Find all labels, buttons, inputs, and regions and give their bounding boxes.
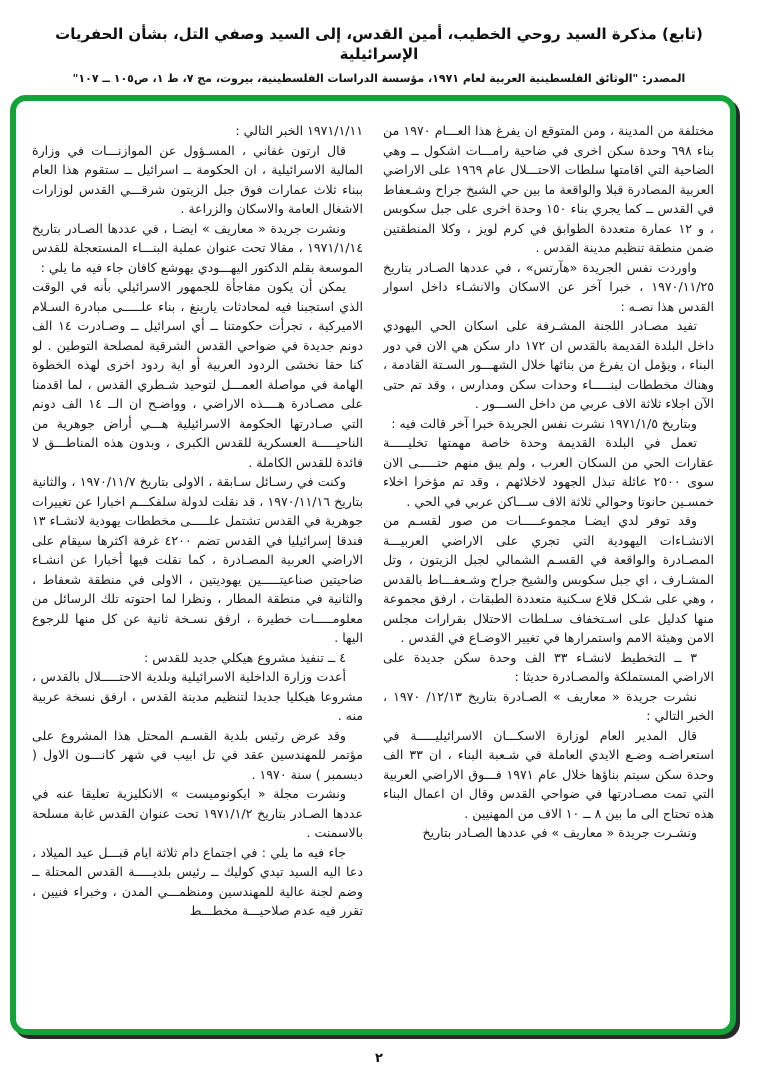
paragraph: جاء فيه ما يلي : في اجتماع دام ثلاثة ايام قبـــل عيد الميلاد ، دعا اليه السيد تيدي كوليك ــ رئيس بلديـــــة القدس المحتلة ــ وضم لجنة عالية للمهندسين ومنظمـــي المدن ، وخبراء فنيين ، تقرر فيه عدم صلاحيـــة مخطـــط: [32, 844, 363, 918]
paragraph: مختلفة من المدينة ، ومن المتوقع ان يفرغ هذا العـــام ١٩٧٠ من بناء ٦٩٨ وحدة سكن اخرى في ضاحية رامـــات اشكول ــ وهي الضاحية التي اقامتها سلطات الاحتـــلال عام ١٩٦٩ على الاراضي العربية المصادرة قبلا والواقعة ما بين حي الشيخ جراح وشـعفاط في القدس ــ كما يجري بناء ١٥٠ وحدة اخرى على جبل سكوبس ، و ١٢ عمارة متعددة الطوابق في كرم لويز ، وكلا المنطقتين ضمن منطقة تنظيم مدينة القدس .: [383, 123, 714, 255]
paragraph: ٤ ــ تنفيذ مشروع هيكلي جديد للقدس :: [144, 649, 346, 665]
page-number: ٢: [375, 1051, 383, 1066]
paragraph: نشرت جريدة « معاريف » الصـادرة بتاريخ ١٢/١٣/ ١٩٧٠ ، الخبر التالي :: [383, 688, 714, 723]
paragraph: أعدت وزارة الداخلية الاسرائيلية وبلدية الاحتـــــلال بالقدس ، مشروعا هيكليا جديدا لتنظيم مدينة القدس ، ارفق نسخة عربية منه .: [32, 669, 363, 723]
paragraph: ونشـرت جريدة « معاريف » في عددها الصـادر بتاريخ: [422, 825, 697, 840]
paragraph: ونشرت مجلة « ايكونوميست » الانكليزية تعليقا عنه في عددها الصـادر بتاريخ ١٩٧١/١/٢ تحت عنوان القدس غابة مسلحة بالاسمنت .: [32, 786, 363, 840]
paragraph: يمكن أن يكون مفاجأة للجمهور الاسرائيلي بأنه في الوقت الذي استجبنا فيه لمحادثات يارينغ ، بناء علـــــى مبادرة السـلام الاميركية ، تجرأت حكومتنا ــ أي اسرائيل ــ وصـادرت ١٤ الف دونم جديدة في ضواحي القدس الشرقية لمصلحة التوطين . لو كنا حقا نخشى الردود العربية أو اية ردود اخرى لهذه الخطوة الهامة في مواصلة العمـــل لتوحيد شـطري القدس ، لما اقدمنا على مصـادرة هــــذه الاراضي ، وواضـح ان الــ ١٤ الف دونم التي صـادرتها الحكومة الاسرائيلية هـــي أراض جوهرية من الناحيـــــة العسكرية للقدس الكبرى ، وبدون هذه المناطـــق لا فائدة للقدس الكاملة .: [32, 279, 363, 470]
document-header: [0, 24, 758, 85]
paragraph: وبتاريخ ١٩٧١/١/٥ نشرت نفس الجريدة خبرا آخر قالت فيه :: [391, 415, 697, 431]
paragraph: وقد توفر لدي ايضـا مجموعـــــات من صور لقسـم من الانشـاءات اليهودية التي تجري على الاراضي العربيـــة المصـادرة والواقعة في القسـم الشمالي لجبل الزيتون ، وتل المشـارف ، اي جبل سكوبس والشيخ جراح وشـعفـــاط بالقدس ، وهي على شـكل قلاع سـكنية متعددة الطبقات ، ارفق مجموعة منها كدليل على اسـتخفاف سـلطات الاحتلال بقرارات مجلس الامن وهيئة الامم واستمرارها في تغيير الاوضـاع في القدس .: [383, 513, 714, 645]
doc-title: (تابع) مذكرة السيد روحي الخطيب، أمين القدس، إلى السيد وصفي التل، بشأن الحفريات الإسرائيلية: [55, 25, 703, 63]
paragraph: وقد عرض رئيس بلدية القسـم المحتل هذا المشروع على مؤتمر للمهندسين عقد في تل ابيب في شهر كانـــون الاول ( ديسمبر ) سنة ١٩٧٠ .: [32, 727, 363, 782]
paragraph: تعمل في البلدة القديمة وحدة خاصة مهمتها تخليـــــة عقارات الحي من السكان العرب ، ولم يبق منهم حتـــــى الان سوى ٢٥٠٠ عائلة تبذل الجهود لاخلائهم ، وقد تم مؤخرا اخلاء خمسـين حانوتا وحوالي ثلاثة الاف ســـاكن عربي في الحي .: [383, 435, 714, 509]
paragraph: قال ارتون غفاني ، المسـؤول عن الموازنـــات في وزارة المالية الاسرائيلية ، ان الحكومة ــ اسرائيل ــ ستقوم هذا العام ببناء ثلاث عمارات فوق جبل الزيتون شرقـــي القدس لوزارات الاشغال العامة والاسكان والزراعة .: [32, 142, 363, 216]
paragraph: ٣ ــ التخطيط لانشـاء ٣٣ الف وحدة سكن جديدة على الاراضي المستملكة والمصـادرة حديثا :: [383, 649, 714, 684]
paragraph: ١٩٧١/١/١١ الخبر التالي :: [235, 123, 363, 138]
paragraph: واوردت نفس الجريدة «هآرتس» ، في عددها الصـادر بتاريخ ١٩٧٠/١١/٢٥ ، خبرا آخر عن الاسكان والانشـاء داخل اسوار القدس هذا نصـه :: [383, 259, 714, 314]
document-frame: [10, 95, 736, 1035]
paragraph: وكنت في رسـائل سـابقة ، الاولى بتاريخ ١٩٧٠/١١/٧ ، والثانية بتاريخ ١٩٧٠/١١/١٦ ، قد نقلت لدولة سلفكـــم اخبارا عن تغييرات جوهرية في القدس تشتمل علـــــى مخططات يهودية لانشـاء ١٣ فندقا إسرائيليا في القدس تضم ٤٢٠٠ غرفة اكثرها سيقام على الاراضي العربية المصـادرة ، كما نقلت فيها أخبارا عن انشـاء ضاحيتين صناعيتـــــين يهوديتين ، الاولى في منطقة شعفاط ، والثانية في منطقة المطار ، ونظرا لما احتوته تلك الرسائل من معلومـــــات خطيرة ، ارفق نسـخة ثانية عن كل منها للرجوع اليها .: [32, 474, 363, 645]
text-columns: [16, 101, 730, 1029]
paragraph: تفيد مصـادر اللجنة المشـرفة على اسكان الحي اليهودي داخل البلدة القديمة بالقدس ان ١٧٢ دار سكن هي الان في دور البناء ، ويؤمل ان يفرغ من بنائها خلال الشهـــور السـتة القادمة ، وهناك مخططات لبنـــــاء وحدات سكن ومدارس ، وقد تم حتى الآن اجلاء ثلاثة الاف عربي من داخل الســـور .: [383, 318, 714, 411]
doc-source-line: المصدر: "الوثائق الفلسطينية العربية لعام ١٩٧١، مؤسسة الدراسات الفلسطينية، بيروت، مج ٧، ط ١، ص١٠٥ ــ ١٠٧": [72, 72, 686, 85]
column-left: [32, 121, 363, 1015]
paragraph: قال المدير العام لوزارة الاسكـــان الاسرائيليـــــة في استعراضـه وضـع الايدي العاملة في شـعبة البناء ، ان ٣٣ الف وحدة سكن سيتم بناؤها خلال عام ١٩٧١ فـــوق الاراضي العربية التي تمت مصـادرتها في ضواحي القدس وقال ان اعمال البناء هذه تحتاج الى ما بين ٨ ــ ١٠ الاف من المهنيين .: [383, 727, 714, 821]
column-right: [383, 121, 714, 1015]
paragraph: ونشرت جريدة « معاريف » ايضـا ، في عددها الصـادر بتاريخ ١٩٧١/١/١٤ ، مقالا تحت عنوان عملية البنـــاء المستعجلة للقدس الموسعة بقلم الدكتور اليهـــودي يهوشع كافان جاء فيه ما يلي :: [32, 220, 363, 275]
